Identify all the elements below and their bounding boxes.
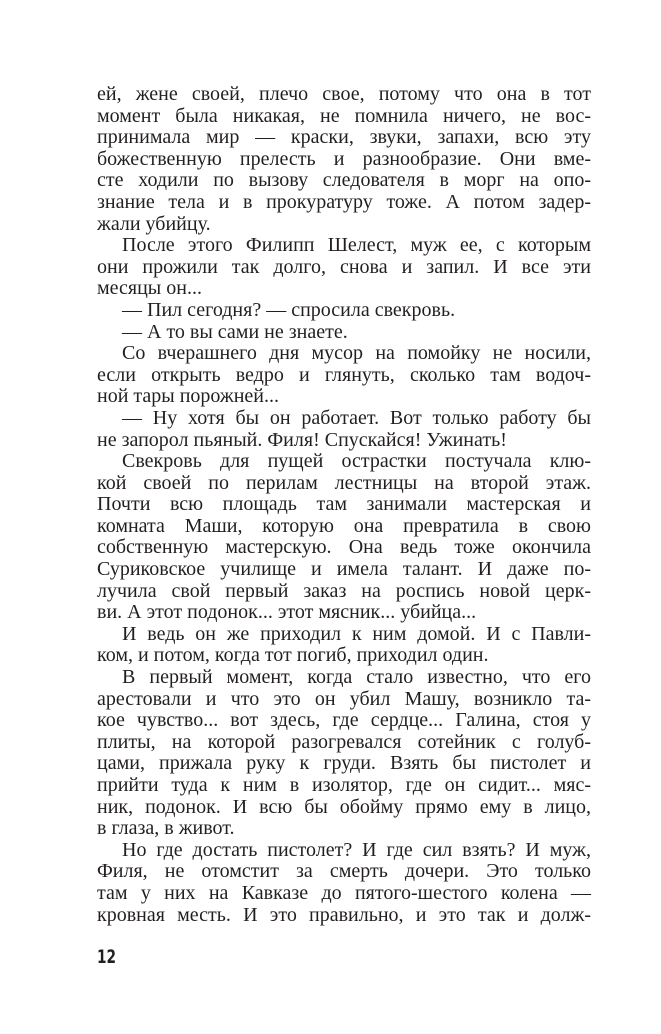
text-line: в глаза, в живот. — [97, 817, 235, 840]
text-line: Со вчерашнего дня мусор на помойку не носили, — [122, 342, 591, 365]
text-line: плиты, на которой разогревался сотейник с голуб- — [97, 730, 591, 753]
text-line: ком, и потом, когда тот погиб, приходил один. — [97, 644, 489, 667]
text-line: — А то вы сами не знаете. — [122, 320, 348, 343]
text-line: они прожили так долго, снова и запил. И все эти — [97, 255, 591, 278]
text-line: божественную прелесть и разнообразие. Они вме- — [97, 147, 591, 170]
page-number: 12 — [97, 946, 117, 968]
text-line: ви. А этот подонок... этот мясник... убийца... — [97, 601, 477, 624]
text-line: кое чувство... вот здесь, где сердце... Галина, стоя у — [97, 709, 591, 732]
text-line: не запорол пьяный. Филя! Спускайся! Ужинать! — [97, 428, 507, 451]
text-line: — Ну хотя бы он работает. Вот только работу бы — [122, 406, 591, 429]
text-line: там у них на Кавказе до пятого-шестого колена — — [97, 881, 591, 904]
text-line: ей, жене своей, плечо свое, потому что она в тот — [97, 83, 591, 105]
text-line: принимала мир — краски, звуки, запахи, всю эту — [97, 126, 591, 149]
text-line: Но где достать пистолет? И где сил взять? И муж, — [122, 838, 591, 861]
text-line: собственную мастерскую. Она ведь тоже окончила — [97, 536, 591, 559]
text-line: ник, подонок. И всю бы обойму прямо ему в лицо, — [97, 795, 591, 818]
text-line: если открыть ведро и глянуть, сколько там водоч- — [97, 363, 591, 386]
text-line: Филя, не отомстит за смерть дочери. Это только — [97, 860, 591, 883]
text-line: ной тары порожней... — [97, 385, 280, 408]
text-line: момент была никакая, не помнила ничего, не вос- — [97, 104, 591, 127]
text-line: — Пил сегодня? — спросила свекровь. — [122, 298, 456, 321]
text-line: арестовали и что это он убил Машу, возникло та- — [97, 687, 591, 710]
text-line: жали убийцу. — [97, 212, 211, 235]
text-line: комната Маши, которую она превратила в свою — [97, 514, 591, 537]
text-line: сте ходили по вызову следователя в морг на опо- — [97, 169, 591, 192]
text-line: кровная месть. И это правильно, и это так и долж- — [97, 903, 591, 926]
text-line: лучила свой первый заказ на роспись новой церк- — [97, 579, 591, 602]
text-line: прийти туда к ним в изолятор, где он сидит... мяс- — [97, 774, 591, 796]
text-line: кой своей по перилам лестницы на второй этаж. — [97, 471, 591, 494]
text-line: Почти всю площадь там занимали мастерская и — [97, 493, 591, 516]
text-line: После этого Филипп Шелест, муж ее, с которым — [122, 234, 591, 257]
text-line: В первый момент, когда стало известно, что его — [122, 666, 591, 689]
page-body-text — [97, 84, 591, 926]
text-line: Суриковское училище и имела талант. И даже по- — [97, 558, 591, 581]
text-line: И ведь он же приходил к ним домой. И с Павли- — [122, 622, 591, 645]
text-line: цами, прижала руку к груди. Взять бы пистолет и — [97, 752, 591, 775]
text-line: знание тела и в прокуратуру тоже. А потом задер- — [97, 190, 591, 213]
text-line: Свекровь для пущей острастки постучала клю- — [122, 450, 591, 473]
text-line: месяцы он... — [97, 277, 202, 300]
